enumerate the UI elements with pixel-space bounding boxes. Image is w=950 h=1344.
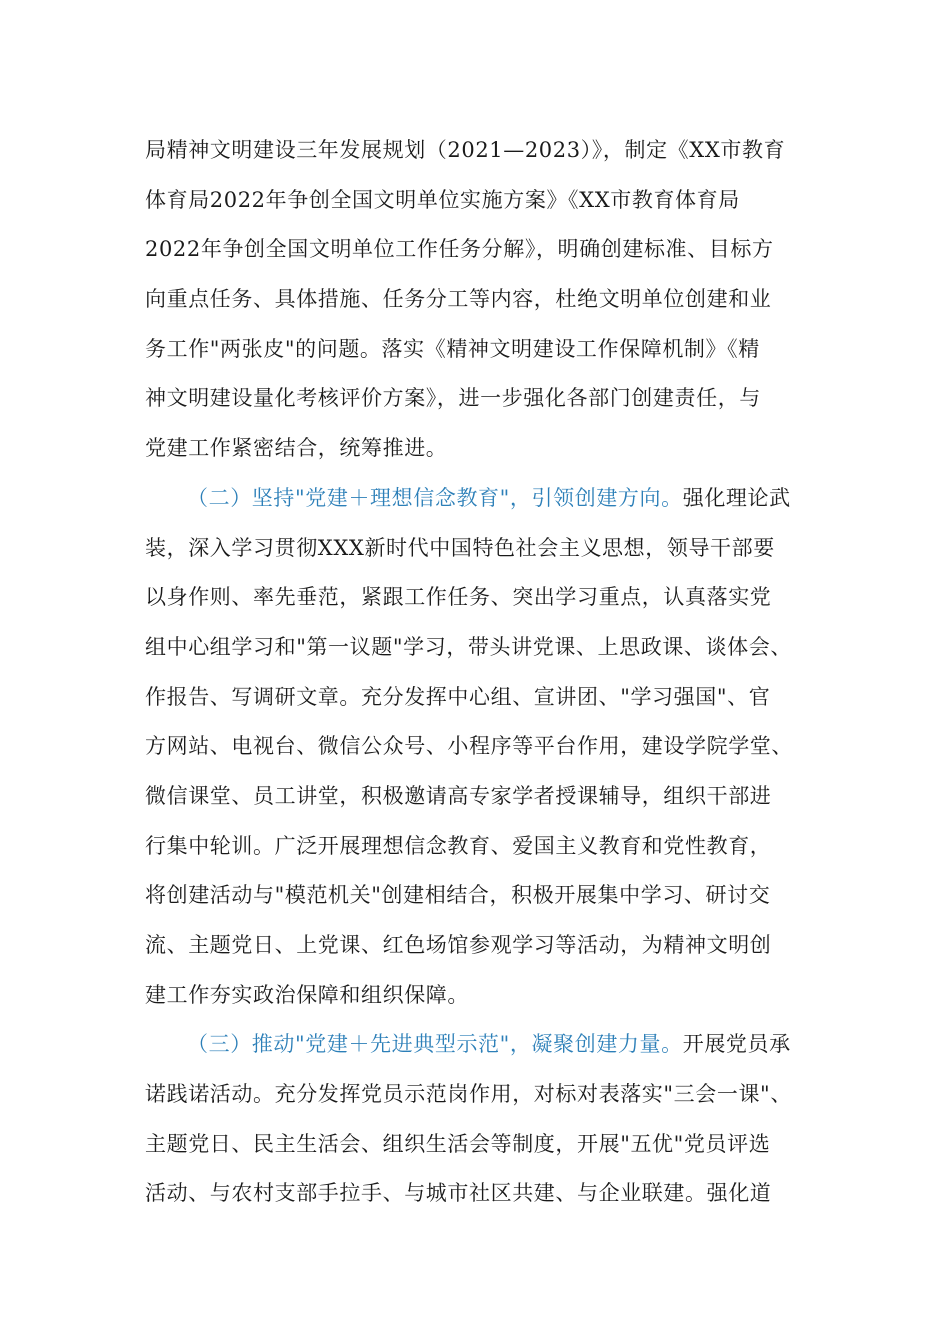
text-line: 装，深入学习贯彻XXX新时代中国特色社会主义思想，领导干部要 [145, 535, 775, 560]
section-heading-line [145, 474, 825, 524]
text-line: 务工作"两张皮"的问题。落实《精神文明建设工作保障机制》《精 [145, 336, 760, 361]
text-line: 组中心组学习和"第一议题"学习，带头讲党课、上思政课、谈体会、 [145, 634, 792, 659]
text-line: 主题党日、民主生活会、组织生活会等制度，开展"五优"党员评选 [145, 1131, 771, 1156]
text-line: 体育局2022年争创全国文明单位实施方案》《XX市教育体育局 [145, 187, 740, 212]
text-span: 开展党员承 [682, 1032, 791, 1057]
text-line: 微信课堂、员工讲堂，积极邀请高专家学者授课辅导，组织干部进 [145, 783, 772, 808]
text-line: 行集中轮训。广泛开展理想信念教育、爱国主义教育和党性教育， [145, 833, 772, 858]
text-line: 向重点任务、具体措施、任务分工等内容，杜绝文明单位创建和业 [145, 287, 772, 312]
section-heading-3: （三）推动"党建＋先进典型示范"，凝聚创建力量。 [187, 1032, 683, 1057]
text-line: 将创建活动与"模范机关"创建相结合，积极开展集中学习、研讨交 [145, 883, 771, 908]
text-line: 作报告、写调研文章。充分发挥中心组、宣讲团、"学习强国"、官 [145, 684, 771, 709]
document-body [145, 126, 825, 1219]
text-line: 党建工作紧密结合，统筹推进。 [145, 436, 448, 461]
text-line: 方网站、电视台、微信公众号、小程序等平台作用，建设学院学堂、 [145, 734, 793, 759]
text-line: 活动、与农村支部手拉手、与城市社区共建、与企业联建。强化道 [145, 1181, 772, 1206]
text-line: 流、主题党日、上党课、红色场馆参观学习等活动，为精神文明创 [145, 933, 772, 957]
text-line: 建工作夯实政治保障和组织保障。 [145, 982, 469, 1007]
text-line: 神文明建设量化考核评价方案》，进一步强化各部门创建责任，与 [145, 386, 761, 411]
section-heading-2: （二）坚持"党建＋理想信念教育"，引领创建方向。 [187, 485, 683, 510]
text-line: 2022年争创全国文明单位工作任务分解》，明确创建标准、目标方 [145, 237, 774, 262]
text-line: 诺践诺活动。充分发挥党员示范岗作用，对标对表落实"三会一课"、 [145, 1082, 792, 1107]
text-span: 强化理论武 [682, 485, 791, 510]
text-line: 以身作则、率先垂范，紧跟工作任务、突出学习重点，认真落实党 [145, 585, 772, 610]
text-line: 局精神文明建设三年发展规划（2021—2023）》，制定《XX市教育 [145, 138, 786, 162]
section-heading-line [145, 1020, 825, 1070]
